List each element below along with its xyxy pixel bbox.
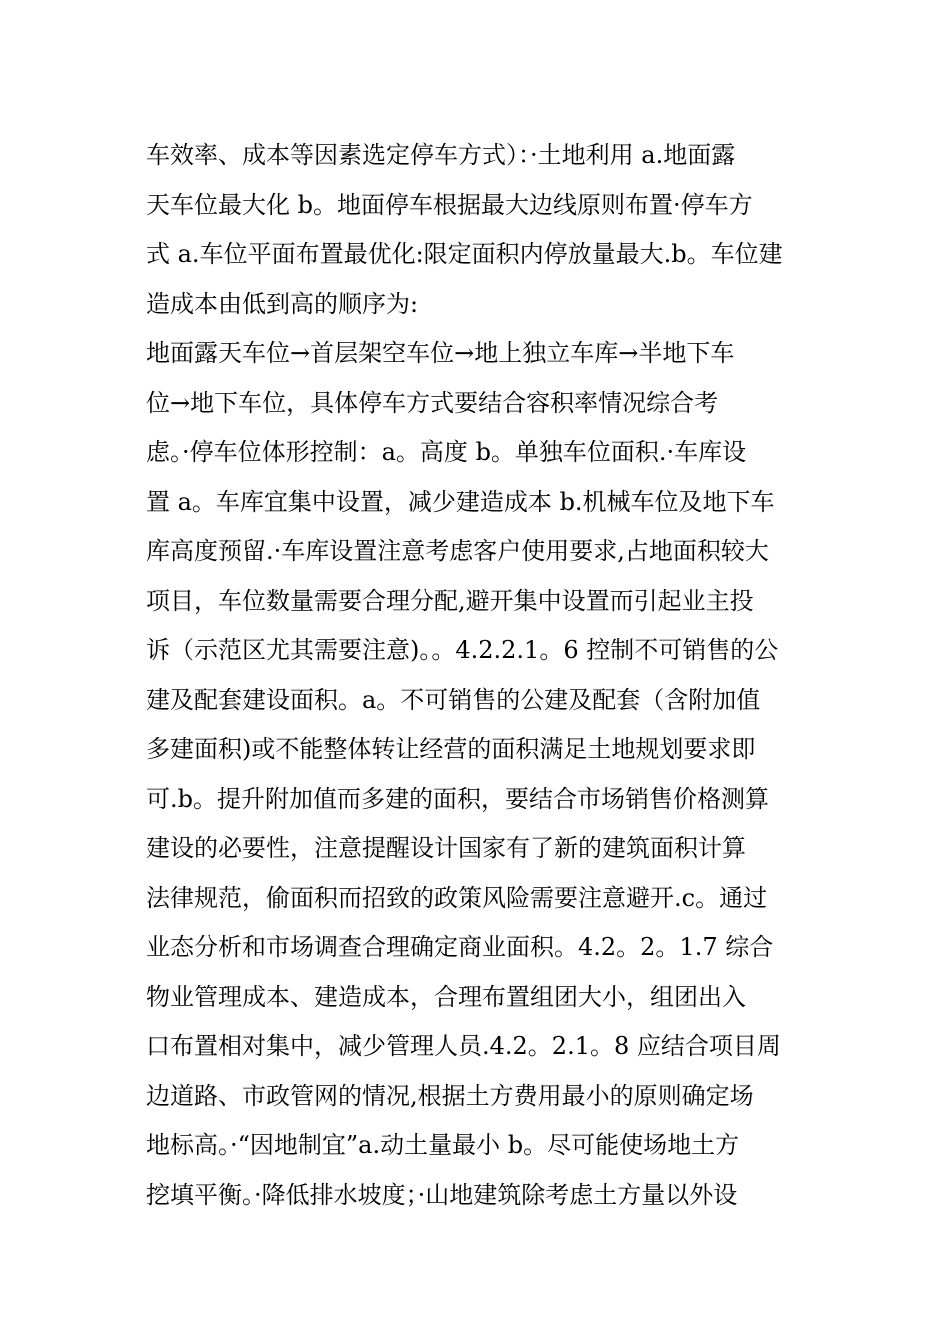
text-line: 虑。·停车位体形控制：a。高度 b。单独车位面积.·车库设 [146, 438, 747, 466]
text-line: 建设的必要性，注意提醒设计国家有了新的建筑面积计算 [146, 834, 746, 862]
text-line: 置 a。车库宜集中设置，减少建造成本 b.机械车位及地下车 [146, 487, 775, 516]
text-line: 法律规范，偷面积而招致的政策风险需要注意避开.c。通过 [146, 883, 768, 912]
text-line: 项目，车位数量需要合理分配,避开集中设置而引起业主投 [146, 586, 754, 615]
text-line: 口布置相对集中，减少管理人员.4.2。2.1。8 应结合项目周 [146, 1032, 781, 1060]
text-line: 挖填平衡。·降低排水坡度；·山地建筑除考虑土方量以外设 [146, 1180, 738, 1209]
text-line: 诉（示范区尤其需要注意)。。4.2.2.1。6 控制不可销售的公 [146, 636, 779, 664]
text-line: 式 a.车位平面布置最优化:限定面积内停放量最大.b。车位建 [146, 240, 783, 268]
text-line: 多建面积)或不能整体转让经营的面积满足土地规划要求即 [146, 735, 756, 763]
text-line: 天车位最大化 b。地面停车根据最大边线原则布置·停车方 [146, 190, 753, 219]
text-line: 可.b。提升附加值而多建的面积，要结合市场销售价格测算 [146, 784, 769, 813]
text-line: 物业管理成本、建造成本，合理布置组团大小，组团出入 [146, 982, 746, 1011]
text-line: 边道路、市政管网的情况,根据土方费用最小的原则确定场 [146, 1081, 754, 1110]
body-text [146, 131, 816, 1220]
text-line: 地标高。·“因地制宜”a.动土量最小 b。尽可能使场地土方 [146, 1131, 740, 1159]
text-line: 业态分析和市场调查合理确定商业面积。4.2。2。1.7 综合 [146, 933, 774, 961]
text-line: 造成本由低到高的顺序为: [146, 289, 419, 318]
text-line: 车效率、成本等因素选定停车方式）：·土地利用 a.地面露 [146, 141, 736, 169]
text-line: 位→地下车位，具体停车方式要结合容积率情况综合考 [146, 388, 719, 417]
text-line: 建及配套建设面积。a。不可销售的公建及配套（含附加值 [146, 685, 761, 714]
text-line: 地面露天车位→首层架空车位→地上独立车库→半地下车 [146, 339, 735, 367]
text-line: 库高度预留.·车库设置注意考虑客户使用要求,占地面积较大 [146, 537, 769, 565]
